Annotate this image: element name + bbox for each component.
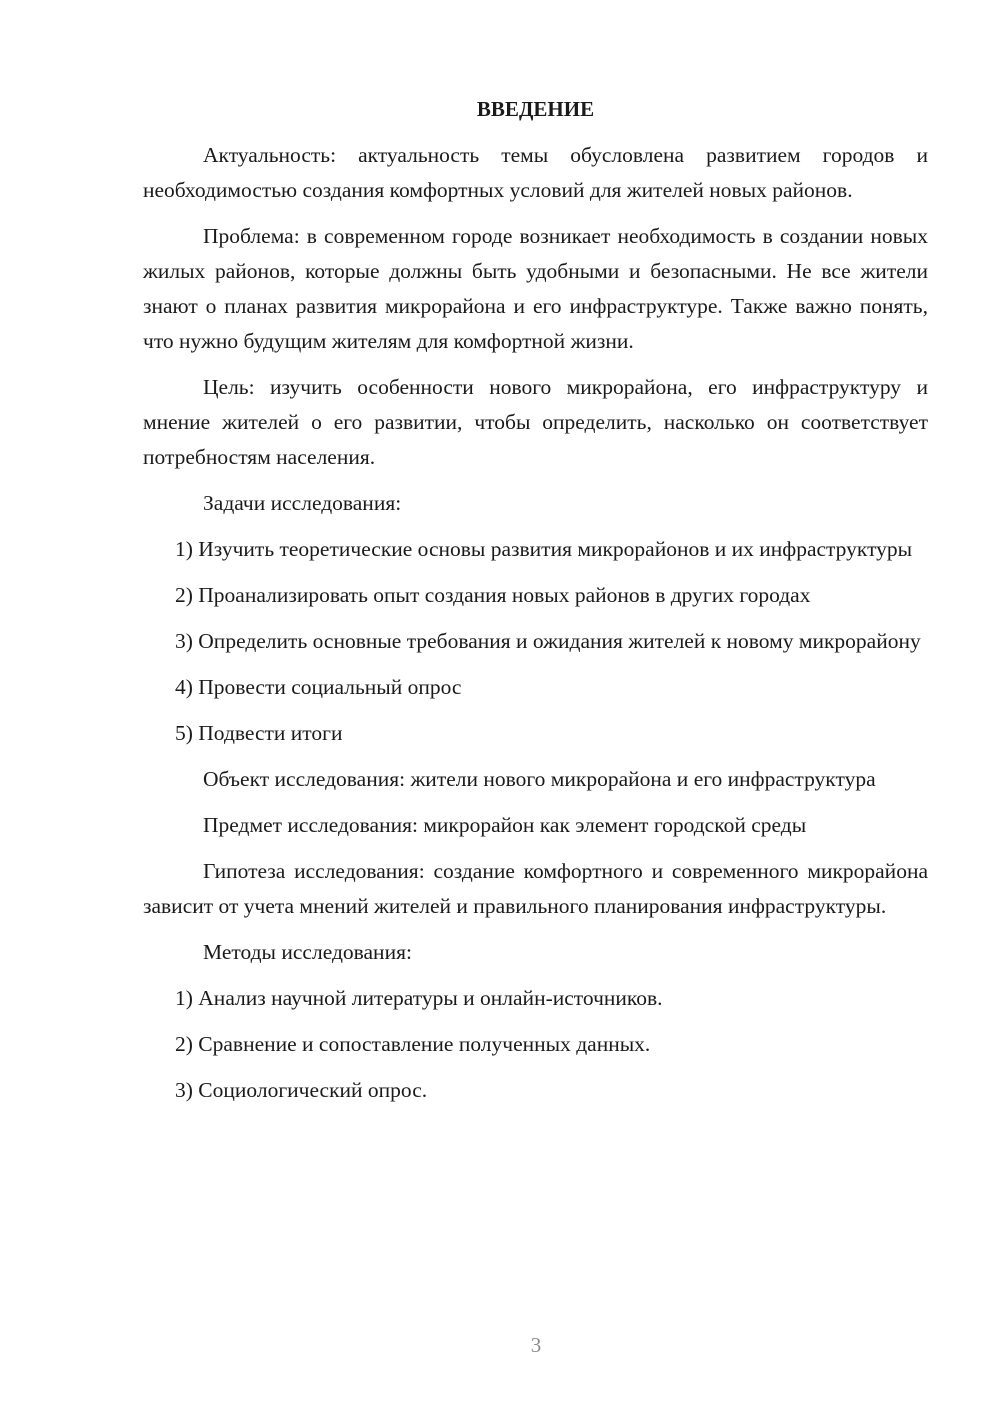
subject-paragraph: Предмет исследования: микрорайон как элемент городской среды bbox=[203, 813, 807, 837]
task-item: 2) Проанализировать опыт создания новых районов в других городах bbox=[175, 583, 811, 607]
task-item: 3) Определить основные требования и ожидания жителей к новому микрорайону bbox=[175, 629, 921, 653]
problem-paragraph: Проблема: в современном городе возникает необходимость в создании новых жилых районов, которые должны быть удобными и безопасными. Не все жители знают о планах развития микрорайона и его инфраструктуре. Также важно понять, что нужно будущим жителям для комфортной жизни. bbox=[143, 224, 928, 353]
hypothesis-paragraph: Гипотеза исследования: создание комфортного и современного микрорайона зависит от учета мнений жителей и правильного планирования инфраструктуры. bbox=[143, 859, 928, 918]
goal-paragraph: Цель: изучить особенности нового микрорайона, его инфраструктуру и мнение жителей о его развитии, чтобы определить, насколько он соответствует потребностям населения. bbox=[143, 375, 928, 469]
page-number: 3 bbox=[530, 1333, 542, 1357]
relevance-paragraph: Актуальность: актуальность темы обусловлена развитием городов и необходимостью создания комфортных условий для жителей новых районов. bbox=[143, 143, 928, 202]
task-item: 1) Изучить теоретические основы развития микрорайонов и их инфраструктуры bbox=[175, 537, 913, 561]
tasks-heading: Задачи исследования: bbox=[203, 491, 402, 515]
section-title: ВВЕДЕНИЕ bbox=[476, 97, 595, 121]
methods-heading: Методы исследования: bbox=[203, 940, 412, 964]
task-item: 5) Подвести итоги bbox=[175, 721, 343, 745]
document-page bbox=[143, 94, 928, 1119]
task-item: 4) Провести социальный опрос bbox=[175, 675, 462, 699]
method-item: 1) Анализ научной литературы и онлайн-источников. bbox=[175, 986, 663, 1010]
method-item: 2) Сравнение и сопоставление полученных данных. bbox=[175, 1032, 651, 1056]
object-paragraph: Объект исследования: жители нового микрорайона и его инфраструктура bbox=[203, 767, 876, 791]
method-item: 3) Социологический опрос. bbox=[175, 1078, 428, 1102]
